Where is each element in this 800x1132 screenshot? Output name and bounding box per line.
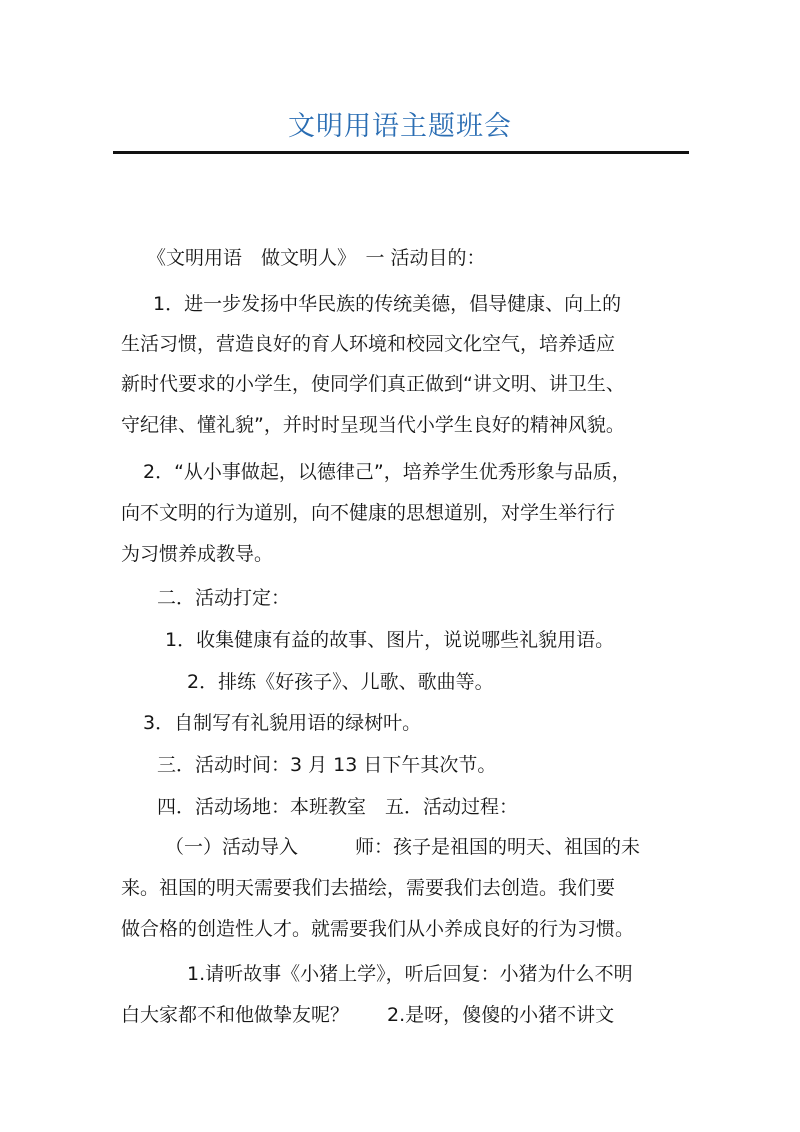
section-heading: 二．活动打定： <box>157 587 291 609</box>
body-line: 白大家都不和他做挚友呢？ 2.是呀，傻傻的小猪不讲文 <box>121 1004 615 1026</box>
body-line: 1．进一步发扬中华民族的传统美德，倡导健康、向上的 <box>153 293 622 315</box>
section-heading: 三．活动时间：3 月 13 日下午其次节。 <box>157 754 497 776</box>
body-line: 2．“从小事做起，以德律己”，培养学生优秀形象与品质， <box>143 461 631 483</box>
body-line: 3．自制写有礼貌用语的绿树叶。 <box>143 712 422 734</box>
body-line: 做合格的创造性人才。就需要我们从小养成良好的行为习惯。 <box>121 918 635 940</box>
body-line: 《文明用语 做文明人》 一 活动目的： <box>147 247 486 269</box>
body-line: 生活习惯，营造良好的育人环境和校园文化空气，培养适应 <box>121 333 616 355</box>
body-line: 1．收集健康有益的故事、图片，说说哪些礼貌用语。 <box>165 629 615 651</box>
body-line: 守纪律、懂礼貌”，并时时呈现当代小学生良好的精神风貌。 <box>121 414 625 436</box>
body-line: 来。祖国的明天需要我们去描绘，需要我们去创造。我们要 <box>121 877 616 899</box>
body-line: 2．排练《好孩子》、儿歌、歌曲等。 <box>187 671 494 693</box>
body-line: 1.请听故事《小猪上学》，听后回复：小猪为什么不明 <box>187 963 633 985</box>
body-line: 为习惯养成教导。 <box>121 543 274 565</box>
document-title: 文明用语主题班会 <box>288 111 512 142</box>
section-heading: 四．活动场地：本班教室 五．活动过程： <box>157 796 519 818</box>
body-line: （一）活动导入 师：孩子是祖国的明天、祖国的未 <box>165 836 641 858</box>
title-divider <box>113 151 689 154</box>
body-line: 向不文明的行为道别，向不健康的思想道别，对学生举行行 <box>121 502 616 524</box>
body-line: 新时代要求的小学生，使同学们真正做到“讲文明、讲卫生、 <box>121 373 625 395</box>
